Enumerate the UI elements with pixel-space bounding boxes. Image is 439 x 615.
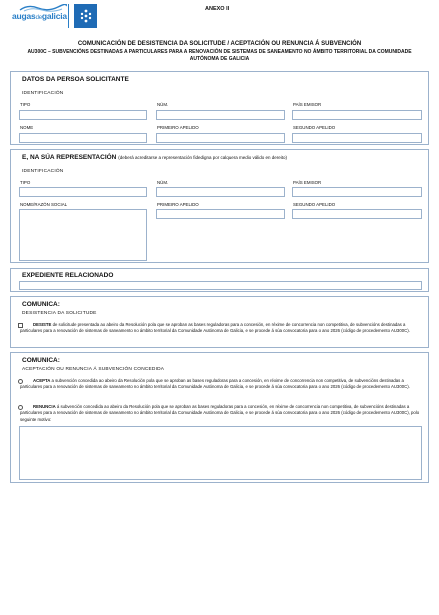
page-header xyxy=(0,0,439,40)
pais-emisor-label: PAÍS EMISOR xyxy=(293,102,322,107)
representative-nome-field[interactable] xyxy=(19,209,147,261)
title-subtitle: AU300C – SUBVENCIÓNS DESTINADAS A PARTICULARES PARA A RENOVACIÓN DE SISTEMAS DE SANEAMENTO NO ÁMBITO TERRITORIAL DA COMUNIDADE AUTÓNOMA DE GALICIA xyxy=(27,49,412,62)
tipo-label: TIPO xyxy=(20,102,31,107)
related-file-section xyxy=(10,268,429,292)
desiste-text: DESISTE de solicitude presentada ao abeiro da Resolución pola que se aproban as bases reguladoras para a concesión, en réxime de concorrencia non competitiva, de subvencións destinadas a particulares para a renovación de sistemas de saneamento no ámbito territorial da Comunidade Autónoma de Galicia, e se procede á súa convocatoria para o ano 2026 (código de procedemento AU300C). xyxy=(20,322,410,334)
num-label: NÚM. xyxy=(157,102,169,107)
applicant-section-title: DATOS DA PERSOA SOLICITANTE xyxy=(22,76,129,83)
applicant-tipo-field[interactable] xyxy=(19,110,147,120)
primeiro-apelido-label: PRIMEIRO APELIDO xyxy=(157,125,199,130)
xunta-emblem-icon xyxy=(74,4,97,28)
anexo-label: ANEXO II xyxy=(205,6,230,12)
representative-tipo-field[interactable] xyxy=(19,187,147,197)
applicant-section xyxy=(10,71,429,145)
representative-pais-field[interactable] xyxy=(292,187,422,197)
renuncia-motivo-field[interactable] xyxy=(19,426,422,480)
withdrawal-subtitle: DESISTENCIA DA SOLICITUDE xyxy=(22,311,97,316)
logo-divider xyxy=(68,4,69,28)
acepta-text: ACEPTA a subvención concedida ao abeiro da Resolución pola que se aproban as bases reguladoras para a concesión, en réxime de concorrencia non competitiva, de subvencións destinadas a particulares para a renovación de sistemas de saneamento no ámbito territorial da Comunidade Autónoma de Galicia, e se procede á súa convocatoria para o ano 2026 (código de procedemento AU300C). xyxy=(20,378,410,390)
applicant-apelido2-field[interactable] xyxy=(292,133,422,143)
identification-label: IDENTIFICACIÓN xyxy=(22,169,64,174)
withdrawal-section xyxy=(10,296,429,348)
num-label: NÚM. xyxy=(157,180,169,185)
acceptance-title: COMUNICA: xyxy=(22,357,60,364)
segundo-apelido-label: SEGUNDO APELIDO xyxy=(293,202,336,207)
representative-apelido2-field[interactable] xyxy=(292,209,422,219)
segundo-apelido-label: SEGUNDO APELIDO xyxy=(293,125,336,130)
acceptance-section xyxy=(10,352,429,483)
representative-note: (deberá acreditarse a representación fidedigna por calquera medio válido en dereito) xyxy=(118,155,288,160)
related-file-title: EXPEDIENTE RELACIONADO xyxy=(22,272,114,279)
withdrawal-title: COMUNICA: xyxy=(22,301,60,308)
nome-razon-social-label: NOME/RAZÓN SOCIAL xyxy=(20,202,68,207)
title-main: COMUNICACIÓN DE DESISTENCIA DA SOLICITUDE / ACEPTACIÓN OU RENUNCIA Á SUBVENCIÓN xyxy=(77,41,362,47)
applicant-nome-field[interactable] xyxy=(19,133,147,143)
acceptance-subtitle: ACEPTACIÓN OU RENUNCIA Á SUBVENCIÓN CONCEDIDA xyxy=(22,367,165,372)
augas-de-galicia-logo: augasdegalicia xyxy=(12,11,67,21)
representative-apelido1-field[interactable] xyxy=(156,209,285,219)
identification-label: IDENTIFICACIÓN xyxy=(22,91,64,96)
tipo-label: TIPO xyxy=(20,180,31,185)
renuncia-text: RENUNCIA á subvención concedida ao abeiro da Resolución pola que se aproban as bases reguladoras para a concesión, en réxime de concorrencia non competitiva, de subvencións destinadas a particulares para a renovación de sistemas de saneamento no ámbito territorial da Comunidade Autónoma de Galicia, e se procede á súa convocatoria para o ano 2026 (código de procedemento AU300C), polo seguinte motivo: xyxy=(20,404,420,422)
document-title xyxy=(10,41,429,63)
related-file-field[interactable] xyxy=(19,281,422,290)
primeiro-apelido-label: PRIMEIRO APELIDO xyxy=(157,202,199,207)
pais-emisor-label: PAÍS EMISOR xyxy=(293,180,322,185)
applicant-apelido1-field[interactable] xyxy=(156,133,285,143)
representative-section-title: E, NA SÚA REPRESENTACIÓN (deberá acreditarse a representación fidedigna por calquera medio válido en dereito) xyxy=(22,154,288,161)
applicant-pais-field[interactable] xyxy=(292,110,422,120)
representative-section xyxy=(10,149,429,263)
nome-label: NOME xyxy=(20,125,34,130)
representative-num-field[interactable] xyxy=(156,187,285,197)
applicant-num-field[interactable] xyxy=(156,110,285,120)
